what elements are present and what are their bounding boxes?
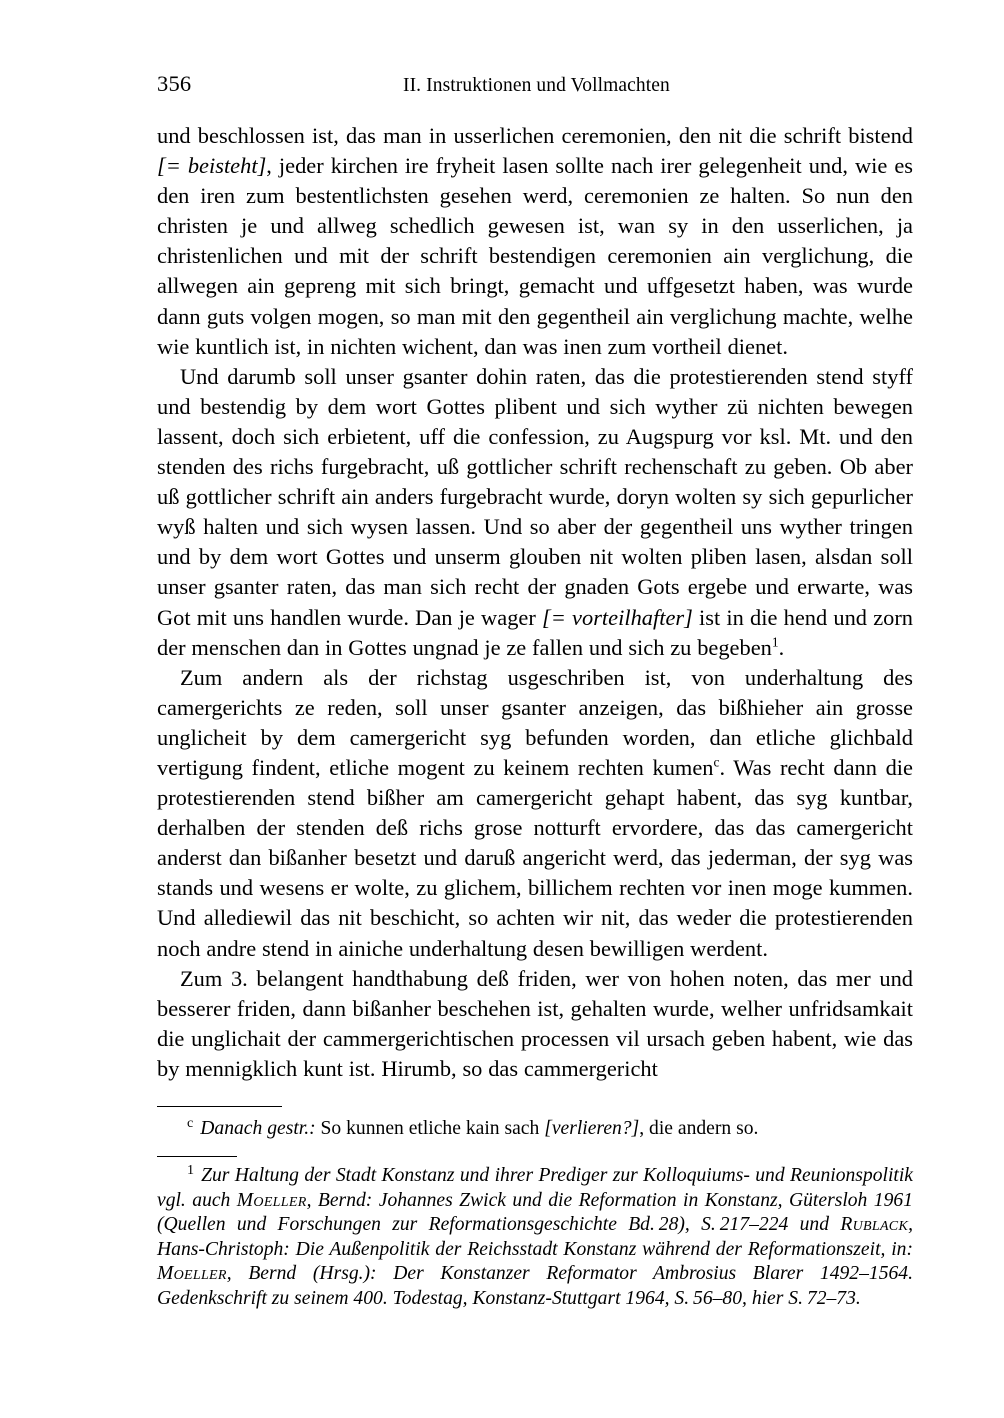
small-caps-name: Rublack — [840, 1214, 909, 1236]
footnote-number[interactable]: 1 — [187, 1161, 195, 1178]
footnote-marker[interactable]: 1 — [771, 634, 779, 650]
paragraph — [157, 121, 913, 362]
text-run: Zum andern als der richstag usgeschriben ist, von underhaltung des camergerichts ze reden, soll unser gsanter anzeigen, das bißhieher ain grosse unglicheit by dem camergericht syg befunden worden, dan etliche glichbald vertigung findent, etliche mogent zu keinem rechten kumen — [157, 664, 913, 780]
italic-run: , Hans-Christoph: Die Außenpolitik der Reichsstadt Konstanz während der Reformationszeit, in: — [157, 1214, 913, 1260]
paragraph — [157, 964, 913, 1084]
text-run: , die andern so. — [639, 1118, 759, 1139]
paragraph — [157, 362, 913, 663]
text-run: , jeder kirchen ire fryheit lasen sollte nach irer gelegenheit und, wie es den iren zum bestentlichsten gesehen werd, ceremonien ze halten. So nun den christen je und allweg schedlich gewesen ist, wan sy in den usserlichen, ja christenlichen und mit der schrift bestendigen ceremonien ain verglichung, die allwegen ain gepreng mit sich bringt, gemacht und uffgesetzt haben, was wurde dann guts volgen mogen, so man mit den gegentheil ain verglichung machte, welhe wie kuntlich ist, in nichten wichent, dan was inen zum vortheil dienet. — [157, 153, 913, 359]
italic-run: Zur Haltung der Stadt Konstanz und ihrer Prediger zur Kolloquiums- und Reunionspolitik vgl. auch — [157, 1165, 913, 1211]
footnote-marker[interactable]: c — [713, 754, 720, 770]
small-caps-name: Moeller — [157, 1263, 227, 1285]
text-run: Und darumb soll unser gsanter dohin raten, das die protestierenden stend styff und bestendig by dem wort Gottes plibent und sich wyther zü nichten bewegen lassent, doch sich erbietent, uff die confession, zu Augspurg vor ksl. Mt. und den stenden des richs furgebracht, uß gottlicher schrift rechenschaft zu geben. Ob aber uß gottlicher schrift ain anders furgebracht wurde, doryn wolten sy sich gepurlicher wyß halten und sich wysen lassen. Und so aber der gegentheil uns wyther tringen und by dem wort Gottes und unserm glouben nit wolten pliben lasen, alsdan soll unser gsanter raten, das man sich recht der gnaden Gots ergebe und erwarte, was Got mit uns handlen wurde. Dan je wager — [157, 363, 913, 630]
italic-run: , Bernd (Hrsg.): Der Konstanzer Reformator Ambrosius Blarer 1492–1564. Gedenkschrift zu seinem 400. Todestag, Konstanz-Stuttgart 1964, S. 56–80, hier S. 72–73. — [157, 1263, 913, 1309]
italic-run: [= vorteilhafter] — [542, 604, 693, 630]
paragraph — [157, 663, 913, 964]
footnote-apparatus — [157, 1106, 913, 1312]
footnote-critical-c — [157, 1107, 913, 1142]
page-number: 356 — [157, 71, 192, 96]
text-run: . — [778, 634, 785, 660]
italic-run: Danach gestr.: — [200, 1118, 316, 1139]
running-head — [157, 72, 913, 116]
text-run: So kunnen etliche kain sach — [315, 1118, 545, 1139]
italic-run: , Bernd: Johannes Zwick und die Reformation in Konstanz, Gütersloh 1961 (Quellen und Forschungen zur Reformationsgeschichte Bd. 28), S. 217–224 und — [157, 1189, 913, 1236]
italic-run: [verlieren?] — [544, 1118, 640, 1139]
running-title: II. Instruktionen und Vollmachten — [403, 75, 670, 96]
body-text — [157, 121, 913, 1084]
italic-run: [= beisteht] — [157, 153, 267, 179]
footnote-reference-1 — [157, 1157, 913, 1312]
text-run: und beschlossen ist, das man in usserlichen ceremonien, den nit die schrift bistend — [157, 123, 913, 148]
text-run: Zum 3. belangent handthabung deß friden, wer von hohen noten, das mer und besserer friden, dann bißanher beschehen ist, gehalten wurde, welher unfridsamkait die unglichait der cammergerichtischen processen vil ursach geben habent, wie das by mennigklich kunt ist. Hirumb, so das cammergericht — [157, 965, 913, 1081]
text-run: . Was recht dann die protestierenden stend bißher am camergericht gehapt habent, das syg kuntbar, derhalben der stenden deß richs grose notturft ervordere, das das camergericht anderst dan bißanher besetzt und daruß angericht werd, das jederman, der syg was stands und wesens er wolte, zu glichem, billichem rechten vor inen moge kummen. Und allediewil das nit beschicht, so achten wir nit, das weder die protestierenden noch andre stend in ainiche underhaltung desen bewilligen werdent. — [157, 754, 913, 961]
text-run: ist in die hend und zorn der menschen dan in Gottes ungnad je ze fallen und sich zu begeben — [157, 604, 914, 660]
page-content-area — [157, 0, 913, 1312]
small-caps-name: Moeller — [236, 1189, 307, 1211]
footnote-number[interactable]: c — [187, 1114, 194, 1131]
